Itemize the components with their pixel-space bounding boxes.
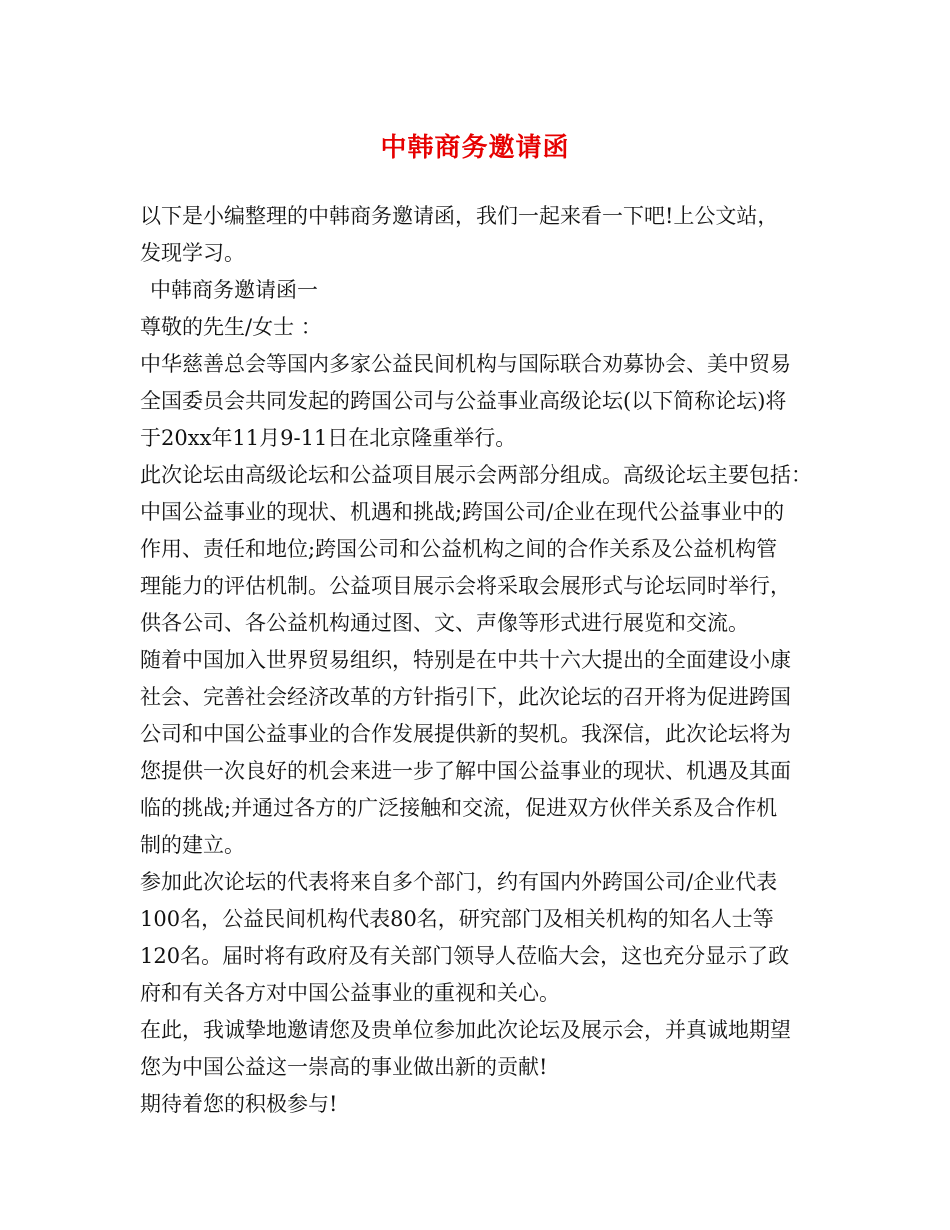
- body-line: 中华慈善总会等国内多家公益民间机构与国际联合劝募协会、美中贸易: [140, 352, 791, 376]
- body-line: 临的挑战;并通过各方的广泛接触和交流，促进双方伙伴关系及合作机: [140, 796, 778, 820]
- document-title: 中韩商务邀请函: [380, 133, 570, 163]
- body-line: 公司和中国公益事业的合作发展提供新的契机。我深信，此次论坛将为: [140, 722, 791, 746]
- body-line: 社会、完善社会经济改革的方针指引下，此次论坛的召开将为促进跨国: [140, 685, 791, 709]
- body-line: 中国公益事业的现状、机遇和挑战;跨国公司/企业在现代公益事业中的: [140, 500, 785, 524]
- closing-line: 期待着您的积极参与!: [140, 1092, 338, 1116]
- body-line: 您为中国公益这一崇高的事业做出新的贡献!: [140, 1055, 548, 1079]
- body-line: 作用、责任和地位;跨国公司和公益机构之间的合作关系及公益机构管: [140, 537, 778, 561]
- body-line: 理能力的评估机制。公益项目展示会将采取会展形式与论坛同时举行，: [140, 574, 791, 598]
- body-line: 随着中国加入世界贸易组织，特别是在中共十六大提出的全面建设小康: [140, 648, 791, 672]
- body-line: 120名。届时将有政府及有关部门领导人莅临大会，这也充分显示了政: [140, 944, 790, 968]
- section-heading: 中韩商务邀请函一: [150, 278, 318, 302]
- document-body: [140, 198, 830, 1123]
- body-line: 发现学习。: [140, 241, 245, 265]
- body-line: 在此，我诚挚地邀请您及贵单位参加此次论坛及展示会，并真诚地期望: [140, 1018, 791, 1042]
- body-line: 100名，公益民间机构代表80名，研究部门及相关机构的知名人士等: [140, 907, 774, 931]
- body-line: 全国委员会共同发起的跨国公司与公益事业高级论坛(以下简称论坛)将: [140, 389, 787, 413]
- salutation: 尊敬的先生/女士 ：: [140, 315, 322, 339]
- body-line: 制的建立。: [140, 833, 245, 857]
- body-line: 供各公司、各公益机构通过图、文、声像等形式进行展览和交流。: [140, 611, 749, 635]
- body-line: 以下是小编整理的中韩商务邀请函，我们一起来看一下吧!上公文站，: [140, 204, 779, 228]
- body-line: 您提供一次良好的机会来进一步了解中国公益事业的现状、机遇及其面: [140, 759, 791, 783]
- body-line: 此次论坛由高级论坛和公益项目展示会两部分组成。高级论坛主要包括：: [140, 463, 812, 487]
- body-line: 参加此次论坛的代表将来自多个部门，约有国内外跨国公司/企业代表: [140, 870, 778, 894]
- body-line: 府和有关各方对中国公益事业的重视和关心。: [140, 981, 560, 1005]
- body-line: 于20xx年11月9-11日在北京隆重举行。: [140, 426, 517, 450]
